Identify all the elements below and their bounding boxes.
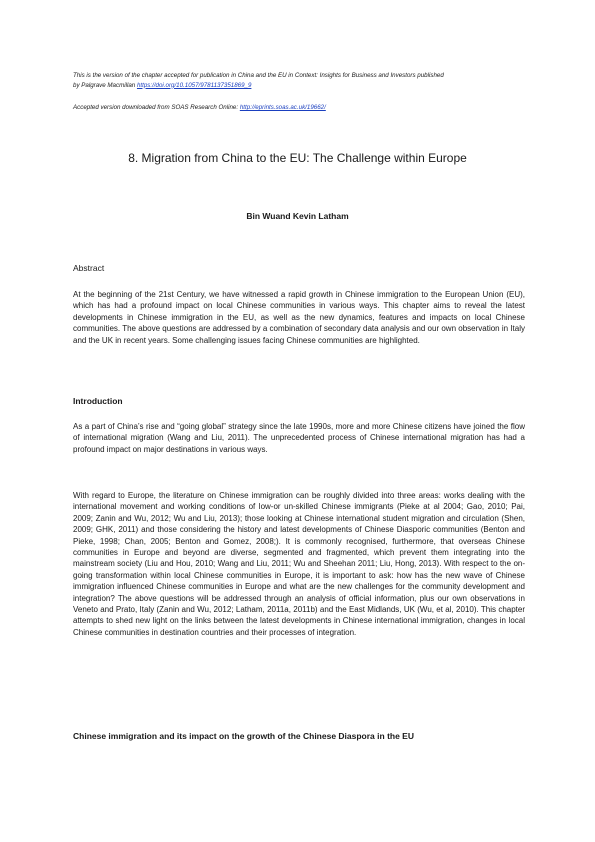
authors: Bin Wuand Kevin Latham [246,211,349,221]
soas-link[interactable]: http://eprints.soas.ac.uk/19662/ [239,104,326,111]
chapter-title: 8. Migration from China to the EU: The Challenge within Europe [128,151,467,165]
publication-note-line1: This is the version of the chapter accepted for publication in China and the EU in Context: Insights for Business and Investors published [73,72,444,79]
introduction-heading: Introduction [73,396,123,406]
section-heading-chinese-immigration: Chinese immigration and its impact on the growth of the Chinese Diaspora in the EU [73,731,414,741]
publication-note-line2 [73,81,525,91]
publication-note [73,71,525,90]
abstract-heading: Abstract [73,263,105,273]
download-note [73,103,525,113]
abstract-text: At the beginning of the 21st Century, we have witnessed a rapid growth in Chinese immigration to the European Union (EU), which has had a profound impact on local Chinese communities in various ways. This chapter aims to reveal the latest developments in Chinese immigration in the EU, as well as the new dynamics, features and impacts on local Chinese communities. The above questions are addressed by a combination of secondary data analysis and our own observation in Italy and the UK in recent years. Some challenging issues facing Chinese communities are highlighted. [73,290,525,345]
doi-link[interactable]: https://doi.org/10.1057/9781137351869_9 [136,81,252,89]
publisher-text: by Palgrave Macmillan [73,81,137,89]
download-note-text: Accepted version downloaded from SOAS Research Online: [73,104,240,111]
introduction-paragraph-2: With regard to Europe, the literature on Chinese immigration can be roughly divided into three areas: works dealing with the international movement and working conditions of low-or un-skilled Chinese immigrants (Pieke at al 2004; Gao, 2010; Pai, 2009; Zanin and Wu, 2012; Wu and Liu, 2013); those looking at Chinese international student migration and circulation (Shen, 2009; GHK, 2011) and those considering the history and latest developments of Chinese Diasporic communities (Benton and Pieke, 1998; Chan, 2005; Benton and Gomez, 2008;). It is commonly recognised, furthermore, that overseas Chinese communities in Europe and beyond are diverse, segmented and fragmented, which prevent them integrating into the mainstream society (Liu and Hou, 2010; Wang and Liu, 2011; Wu and Sheehan 2011; Liu, Hong, 2013). With respect to the on-going transformation within local Chinese communities in Europe, it is important to ask: how has the new wave of Chinese immigration influenced Chinese communities in Europe and what are the new challenges for the community development and integration? The above questions will be addressed through an analysis of official information, plus our own observations in Veneto and Prato, Italy (Zanin and Wu, 2012; Latham, 2011a, 2011b) and the East Midlands, UK (Wu, et al, 2010). This chapter attempts to shed new light on the links between the latest developments in Chinese international immigration, changes in local Chinese communities in destination countries and their processes of integration. [73,491,525,637]
introduction-paragraph-1: As a part of China’s rise and “going global” strategy since the late 1990s, more and more Chinese citizens have joined the flow of international migration (Wang and Liu, 2011). The unprecedented process of Chinese international migration has had a profound impact on major destinations in various ways. [73,422,525,454]
